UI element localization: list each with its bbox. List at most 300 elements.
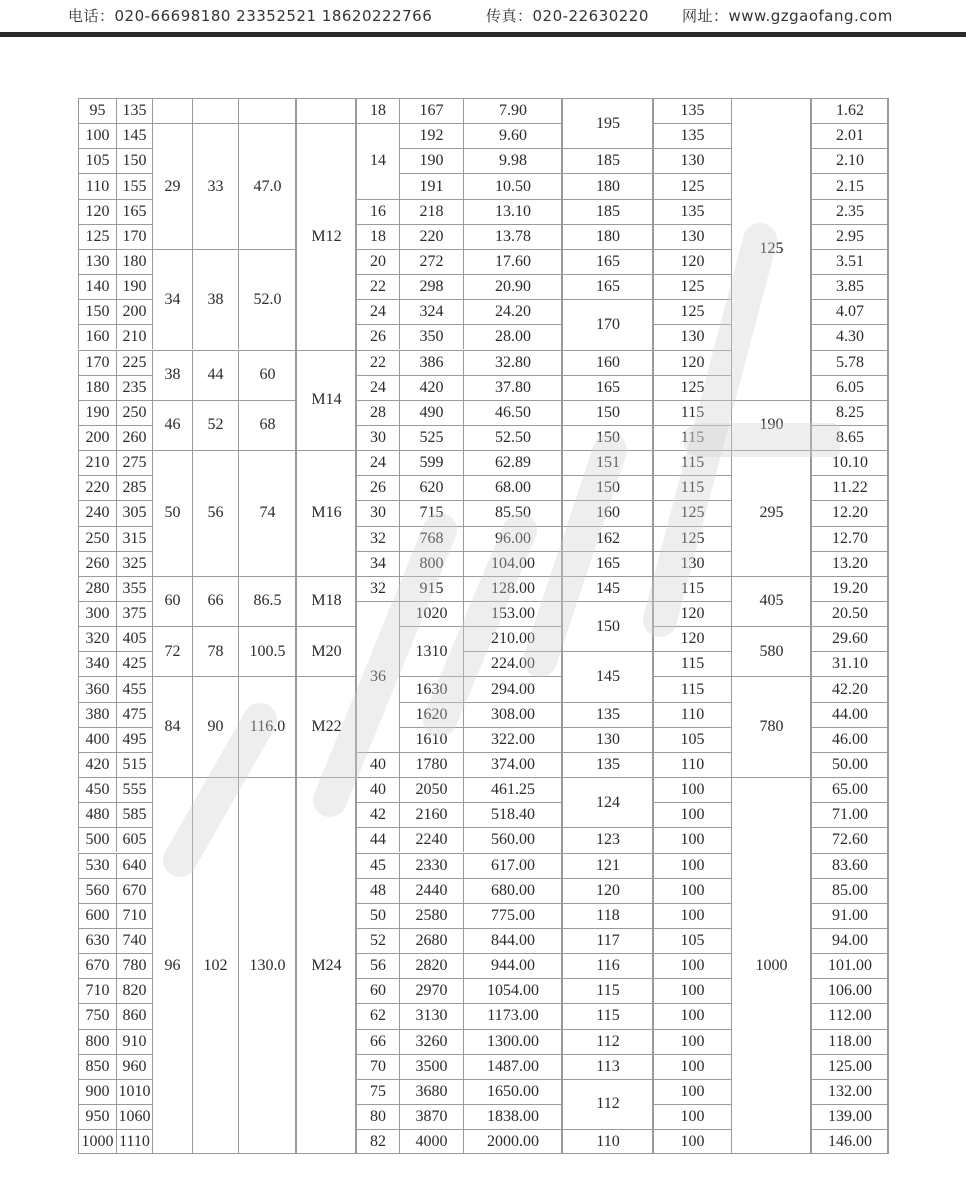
table-cell-dim-b: 130 bbox=[653, 148, 731, 173]
table-cell-area: 71.00 bbox=[811, 802, 888, 827]
table-cell-weight: 461.25 bbox=[463, 777, 562, 802]
table-cell-weight: 308.00 bbox=[463, 702, 562, 727]
table-cell-mass-a: 800 bbox=[399, 551, 463, 576]
table-cell-area: 139.00 bbox=[811, 1104, 888, 1129]
table-cell-dim-b: 125 bbox=[653, 375, 731, 400]
table-cell-mass-a: 2440 bbox=[399, 878, 463, 903]
table-cell-d-outer: 1060 bbox=[116, 1104, 152, 1129]
table-cell-area: 20.50 bbox=[811, 601, 888, 626]
table-cell-dim-a: 130 bbox=[562, 727, 653, 752]
table-cell-dn: 180 bbox=[78, 375, 116, 400]
table-cell-dim-a: 160 bbox=[562, 350, 653, 375]
table-cell-hole-count: 40 bbox=[356, 752, 399, 777]
table-cell-bolt-circle-a: 84 bbox=[152, 676, 192, 777]
table-cell-bolt-circle-a: 50 bbox=[152, 450, 192, 576]
table-cell-mass-a: 620 bbox=[399, 475, 463, 500]
table-cell-dn: 240 bbox=[78, 500, 116, 525]
table-cell-hole-count: 32 bbox=[356, 576, 399, 601]
table-cell-bolt-circle-b: 38 bbox=[192, 249, 238, 350]
table-cell-dim-a: 150 bbox=[562, 400, 653, 425]
table-cell-mass-a: 2050 bbox=[399, 777, 463, 802]
table-cell-dim-a: 150 bbox=[562, 601, 653, 651]
table-cell-hole-count: 22 bbox=[356, 350, 399, 375]
table-cell-mass-a: 3260 bbox=[399, 1029, 463, 1054]
table-cell-hole-count: 30 bbox=[356, 425, 399, 450]
table-cell-area: 2.35 bbox=[811, 199, 888, 224]
table-cell-dim-b: 100 bbox=[653, 827, 731, 852]
table-cell-d-outer: 1110 bbox=[116, 1129, 152, 1154]
table-cell-dn: 800 bbox=[78, 1029, 116, 1054]
table-cell-d-outer: 860 bbox=[116, 1003, 152, 1028]
table-cell-area: 112.00 bbox=[811, 1003, 888, 1028]
table-cell-dim-b: 115 bbox=[653, 576, 731, 601]
table-cell-dim-b: 100 bbox=[653, 978, 731, 1003]
header-divider bbox=[0, 32, 966, 37]
table-cell-d-outer: 260 bbox=[116, 425, 152, 450]
table-cell-dim-a: 115 bbox=[562, 978, 653, 1003]
table-cell-dim-b: 115 bbox=[653, 425, 731, 450]
table-cell-dim-b: 110 bbox=[653, 702, 731, 727]
table-cell-d-outer: 375 bbox=[116, 601, 152, 626]
fax-label: 传真： bbox=[486, 7, 533, 25]
table-cell-dn: 530 bbox=[78, 853, 116, 878]
table-cell-weight: 104.00 bbox=[463, 551, 562, 576]
table-cell-dn: 380 bbox=[78, 702, 116, 727]
table-cell-mass-a: 915 bbox=[399, 576, 463, 601]
table-cell-dn: 125 bbox=[78, 224, 116, 249]
table-cell-d-outer: 640 bbox=[116, 853, 152, 878]
website-label: 网址： bbox=[682, 7, 729, 25]
table-cell-hole-count: 40 bbox=[356, 777, 399, 802]
table-cell-dn: 110 bbox=[78, 173, 116, 198]
table-cell-bolt-circle-a bbox=[152, 98, 192, 123]
table-cell-mass-a: 1620 bbox=[399, 702, 463, 727]
table-cell-area: 10.10 bbox=[811, 450, 888, 475]
table-cell-thickness: 60 bbox=[238, 350, 296, 400]
table-cell-dim-a: 112 bbox=[562, 1029, 653, 1054]
table-cell-area: 8.25 bbox=[811, 400, 888, 425]
table-cell-hole-count: 32 bbox=[356, 526, 399, 551]
table-cell-area: 101.00 bbox=[811, 953, 888, 978]
table-cell-dn: 900 bbox=[78, 1079, 116, 1104]
table-cell-dim-b: 100 bbox=[653, 853, 731, 878]
table-cell-area: 85.00 bbox=[811, 878, 888, 903]
table-cell-area: 11.22 bbox=[811, 475, 888, 500]
table-cell-area: 42.20 bbox=[811, 676, 888, 701]
table-cell-d-outer: 405 bbox=[116, 626, 152, 651]
table-cell-dim-a: 195 bbox=[562, 98, 653, 148]
table-cell-thickness: 74 bbox=[238, 450, 296, 576]
table-cell-weight: 9.98 bbox=[463, 148, 562, 173]
table-cell-thickness: 100.5 bbox=[238, 626, 296, 676]
table-cell-hole-count: 62 bbox=[356, 1003, 399, 1028]
table-cell-area: 46.00 bbox=[811, 727, 888, 752]
table-cell-dim-b: 100 bbox=[653, 777, 731, 802]
table-cell-d-outer: 275 bbox=[116, 450, 152, 475]
table-cell-d-outer: 455 bbox=[116, 676, 152, 701]
table-cell-d-outer: 780 bbox=[116, 953, 152, 978]
table-cell-weight: 1487.00 bbox=[463, 1054, 562, 1079]
table-cell-d-outer: 555 bbox=[116, 777, 152, 802]
table-cell-bolt-circle-b: 56 bbox=[192, 450, 238, 576]
table-cell-hole-count: 42 bbox=[356, 802, 399, 827]
table-cell-weight: 96.00 bbox=[463, 526, 562, 551]
table-cell-dim-b: 100 bbox=[653, 903, 731, 928]
table-cell-mass-a: 3680 bbox=[399, 1079, 463, 1104]
table-cell-d-outer: 710 bbox=[116, 903, 152, 928]
table-cell-dn: 120 bbox=[78, 199, 116, 224]
table-cell-dim-a: 120 bbox=[562, 878, 653, 903]
table-cell-dim-a: 165 bbox=[562, 274, 653, 299]
table-cell-bolt-circle-b: 102 bbox=[192, 777, 238, 1154]
table-cell-thickness: 52.0 bbox=[238, 249, 296, 350]
table-cell-mass-a: 420 bbox=[399, 375, 463, 400]
table-cell-dim-a: 145 bbox=[562, 576, 653, 601]
table-cell-bolt-size: M24 bbox=[296, 777, 356, 1154]
table-cell-area: 2.10 bbox=[811, 148, 888, 173]
table-cell-height: 1000 bbox=[731, 777, 811, 1154]
table-cell-mass-a: 3130 bbox=[399, 1003, 463, 1028]
table-cell-weight: 28.00 bbox=[463, 324, 562, 349]
table-cell-mass-a: 2240 bbox=[399, 827, 463, 852]
table-cell-d-outer: 960 bbox=[116, 1054, 152, 1079]
table-cell-dn: 190 bbox=[78, 400, 116, 425]
table-cell-area: 83.60 bbox=[811, 853, 888, 878]
table-cell-dim-a: 124 bbox=[562, 777, 653, 827]
table-cell-dim-a: 113 bbox=[562, 1054, 653, 1079]
table-cell-d-outer: 145 bbox=[116, 123, 152, 148]
table-cell-weight: 1054.00 bbox=[463, 978, 562, 1003]
table-cell-area: 125.00 bbox=[811, 1054, 888, 1079]
table-cell-dim-b: 105 bbox=[653, 727, 731, 752]
table-cell-dn: 710 bbox=[78, 978, 116, 1003]
table-cell-d-outer: 515 bbox=[116, 752, 152, 777]
table-cell-dim-b: 125 bbox=[653, 173, 731, 198]
table-cell-area: 2.95 bbox=[811, 224, 888, 249]
table-cell-hole-count: 24 bbox=[356, 375, 399, 400]
table-cell-weight: 24.20 bbox=[463, 299, 562, 324]
table-cell-dn: 450 bbox=[78, 777, 116, 802]
table-cell-dim-a: 160 bbox=[562, 500, 653, 525]
table-cell-dn: 850 bbox=[78, 1054, 116, 1079]
table-cell-bolt-circle-b: 52 bbox=[192, 400, 238, 450]
table-cell-area: 118.00 bbox=[811, 1029, 888, 1054]
table-cell-bolt-circle-a: 34 bbox=[152, 249, 192, 350]
table-cell-dim-a: 185 bbox=[562, 199, 653, 224]
table-cell-dim-a: 150 bbox=[562, 425, 653, 450]
table-cell-d-outer: 170 bbox=[116, 224, 152, 249]
table-cell-dim-b: 115 bbox=[653, 475, 731, 500]
table-cell-dn: 160 bbox=[78, 324, 116, 349]
table-cell-dn: 950 bbox=[78, 1104, 116, 1129]
table-cell-dim-b: 115 bbox=[653, 450, 731, 475]
table-cell-dn: 100 bbox=[78, 123, 116, 148]
table-cell-dn: 600 bbox=[78, 903, 116, 928]
table-cell-d-outer: 155 bbox=[116, 173, 152, 198]
table-cell-thickness bbox=[238, 98, 296, 123]
table-cell-dim-b: 100 bbox=[653, 1104, 731, 1129]
table-cell-dim-a: 117 bbox=[562, 928, 653, 953]
table-cell-d-outer: 165 bbox=[116, 199, 152, 224]
table-cell-thickness: 130.0 bbox=[238, 777, 296, 1154]
table-cell-weight: 46.50 bbox=[463, 400, 562, 425]
table-cell-area: 1.62 bbox=[811, 98, 888, 123]
table-cell-dn: 400 bbox=[78, 727, 116, 752]
table-cell-dim-b: 120 bbox=[653, 350, 731, 375]
table-cell-dn: 170 bbox=[78, 350, 116, 375]
table-cell-dim-b: 120 bbox=[653, 626, 731, 651]
table-cell-dim-b: 105 bbox=[653, 928, 731, 953]
table-cell-hole-count: 44 bbox=[356, 827, 399, 852]
table-cell-weight: 322.00 bbox=[463, 727, 562, 752]
table-cell-d-outer: 190 bbox=[116, 274, 152, 299]
table-cell-area: 8.65 bbox=[811, 425, 888, 450]
table-cell-hole-count: 30 bbox=[356, 500, 399, 525]
table-cell-dim-b: 100 bbox=[653, 1079, 731, 1104]
table-cell-d-outer: 740 bbox=[116, 928, 152, 953]
table-cell-area: 146.00 bbox=[811, 1129, 888, 1154]
table-cell-hole-count: 45 bbox=[356, 853, 399, 878]
table-cell-mass-a: 220 bbox=[399, 224, 463, 249]
table-cell-weight: 560.00 bbox=[463, 827, 562, 852]
table-cell-area: 2.15 bbox=[811, 173, 888, 198]
table-cell-weight: 617.00 bbox=[463, 853, 562, 878]
table-cell-dim-b: 135 bbox=[653, 199, 731, 224]
table-cell-mass-a: 525 bbox=[399, 425, 463, 450]
table-cell-hole-count: 26 bbox=[356, 475, 399, 500]
table-cell-d-outer: 910 bbox=[116, 1029, 152, 1054]
table-cell-d-outer: 135 bbox=[116, 98, 152, 123]
table-cell-bolt-size: M22 bbox=[296, 676, 356, 777]
table-cell-dn: 260 bbox=[78, 551, 116, 576]
table-cell-mass-a: 167 bbox=[399, 98, 463, 123]
table-cell-hole-count: 66 bbox=[356, 1029, 399, 1054]
table-cell-mass-a: 2160 bbox=[399, 802, 463, 827]
table-cell-height: 295 bbox=[731, 450, 811, 576]
table-cell-hole-count: 50 bbox=[356, 903, 399, 928]
table-cell-mass-a: 4000 bbox=[399, 1129, 463, 1154]
table-cell-bolt-circle-a: 38 bbox=[152, 350, 192, 400]
table-cell-dim-b: 130 bbox=[653, 324, 731, 349]
phone-numbers: 020-66698180 23352521 18620222766 bbox=[114, 7, 433, 25]
table-cell-hole-count: 70 bbox=[356, 1054, 399, 1079]
table-cell-d-outer: 305 bbox=[116, 500, 152, 525]
table-cell-dim-a: 121 bbox=[562, 853, 653, 878]
table-cell-dim-b: 115 bbox=[653, 651, 731, 676]
table-cell-mass-a: 1020 bbox=[399, 601, 463, 626]
table-cell-weight: 1173.00 bbox=[463, 1003, 562, 1028]
table-cell-mass-a: 1630 bbox=[399, 676, 463, 701]
table-cell-area: 106.00 bbox=[811, 978, 888, 1003]
table-cell-dim-b: 135 bbox=[653, 98, 731, 123]
table-cell-mass-a: 768 bbox=[399, 526, 463, 551]
table-cell-dn: 750 bbox=[78, 1003, 116, 1028]
table-cell-hole-count: 60 bbox=[356, 978, 399, 1003]
table-cell-area: 5.78 bbox=[811, 350, 888, 375]
table-cell-hole-count: 24 bbox=[356, 299, 399, 324]
table-cell-dn: 500 bbox=[78, 827, 116, 852]
table-cell-hole-count: 18 bbox=[356, 224, 399, 249]
table-cell-height: 190 bbox=[731, 400, 811, 450]
table-cell-thickness: 68 bbox=[238, 400, 296, 450]
table-cell-dim-a: 162 bbox=[562, 526, 653, 551]
table-cell-weight: 13.10 bbox=[463, 199, 562, 224]
table-cell-d-outer: 325 bbox=[116, 551, 152, 576]
table-cell-hole-count: 24 bbox=[356, 450, 399, 475]
table-cell-height: 405 bbox=[731, 576, 811, 626]
table-cell-dim-b: 100 bbox=[653, 1129, 731, 1154]
table-cell-weight: 85.50 bbox=[463, 500, 562, 525]
table-cell-dim-a: 135 bbox=[562, 752, 653, 777]
table-cell-weight: 210.00 bbox=[463, 626, 562, 651]
table-cell-dim-b: 100 bbox=[653, 953, 731, 978]
table-cell-dn: 140 bbox=[78, 274, 116, 299]
table-cell-weight: 20.90 bbox=[463, 274, 562, 299]
fax-line bbox=[486, 5, 649, 26]
table-cell-dim-b: 100 bbox=[653, 1054, 731, 1079]
table-cell-area: 6.05 bbox=[811, 375, 888, 400]
table-cell-hole-count: 34 bbox=[356, 551, 399, 576]
table-cell-hole-count: 56 bbox=[356, 953, 399, 978]
table-cell-weight: 1300.00 bbox=[463, 1029, 562, 1054]
table-cell-hole-count: 82 bbox=[356, 1129, 399, 1154]
table-cell-mass-a: 1610 bbox=[399, 727, 463, 752]
table-cell-d-outer: 285 bbox=[116, 475, 152, 500]
table-cell-dn: 220 bbox=[78, 475, 116, 500]
table-cell-area: 132.00 bbox=[811, 1079, 888, 1104]
table-cell-dim-a: 135 bbox=[562, 702, 653, 727]
table-cell-mass-a: 190 bbox=[399, 148, 463, 173]
table-cell-hole-count: 80 bbox=[356, 1104, 399, 1129]
table-cell-dim-a: 170 bbox=[562, 299, 653, 349]
website-url[interactable]: www.gzgaofang.com bbox=[728, 7, 893, 25]
table-cell-d-outer: 180 bbox=[116, 249, 152, 274]
table-cell-bolt-circle-b: 44 bbox=[192, 350, 238, 400]
table-cell-weight: 294.00 bbox=[463, 676, 562, 701]
table-cell-hole-count: 26 bbox=[356, 324, 399, 349]
table-cell-area: 13.20 bbox=[811, 551, 888, 576]
table-cell-dim-b: 100 bbox=[653, 802, 731, 827]
table-cell-dim-b: 130 bbox=[653, 224, 731, 249]
table-cell-area: 72.60 bbox=[811, 827, 888, 852]
table-cell-dn: 280 bbox=[78, 576, 116, 601]
table-cell-dn: 250 bbox=[78, 526, 116, 551]
table-cell-d-outer: 585 bbox=[116, 802, 152, 827]
table-cell-dim-b: 100 bbox=[653, 1003, 731, 1028]
table-cell-bolt-circle-b bbox=[192, 98, 238, 123]
table-cell-mass-a: 599 bbox=[399, 450, 463, 475]
table-cell-d-outer: 495 bbox=[116, 727, 152, 752]
table-cell-d-outer: 150 bbox=[116, 148, 152, 173]
table-cell-dn: 630 bbox=[78, 928, 116, 953]
website-line bbox=[682, 5, 893, 26]
table-cell-weight: 32.80 bbox=[463, 350, 562, 375]
table-cell-hole-count: 52 bbox=[356, 928, 399, 953]
table-cell-bolt-size bbox=[296, 98, 356, 123]
table-cell-weight: 153.00 bbox=[463, 601, 562, 626]
table-cell-bolt-circle-a: 46 bbox=[152, 400, 192, 450]
table-cell-hole-count: 28 bbox=[356, 400, 399, 425]
table-cell-dn: 340 bbox=[78, 651, 116, 676]
table-cell-dim-b: 135 bbox=[653, 123, 731, 148]
table-cell-dim-a: 165 bbox=[562, 249, 653, 274]
table-cell-dim-a: 180 bbox=[562, 173, 653, 198]
table-cell-dim-a: 185 bbox=[562, 148, 653, 173]
table-cell-dn: 670 bbox=[78, 953, 116, 978]
table-cell-bolt-size: M12 bbox=[296, 123, 356, 349]
table-cell-dn: 95 bbox=[78, 98, 116, 123]
table-cell-dim-a: 116 bbox=[562, 953, 653, 978]
table-cell-bolt-circle-a: 96 bbox=[152, 777, 192, 1154]
table-cell-dim-a: 110 bbox=[562, 1129, 653, 1154]
table-cell-height: 580 bbox=[731, 626, 811, 676]
table-cell-dim-b: 115 bbox=[653, 676, 731, 701]
table-cell-thickness: 86.5 bbox=[238, 576, 296, 626]
table-cell-dim-a: 112 bbox=[562, 1079, 653, 1129]
table-cell-d-outer: 225 bbox=[116, 350, 152, 375]
table-cell-dim-b: 120 bbox=[653, 249, 731, 274]
table-cell-mass-a: 1310 bbox=[399, 626, 463, 676]
table-cell-dim-a: 165 bbox=[562, 551, 653, 576]
table-cell-hole-count: 36 bbox=[356, 601, 399, 752]
table-cell-dim-b: 130 bbox=[653, 551, 731, 576]
table-cell-weight: 374.00 bbox=[463, 752, 562, 777]
table-cell-d-outer: 355 bbox=[116, 576, 152, 601]
table-cell-weight: 2000.00 bbox=[463, 1129, 562, 1154]
table-cell-dn: 360 bbox=[78, 676, 116, 701]
table-cell-dim-a: 151 bbox=[562, 450, 653, 475]
table-cell-weight: 62.89 bbox=[463, 450, 562, 475]
table-cell-area: 65.00 bbox=[811, 777, 888, 802]
table-cell-d-outer: 820 bbox=[116, 978, 152, 1003]
table-cell-dn: 560 bbox=[78, 878, 116, 903]
table-cell-dim-b: 100 bbox=[653, 878, 731, 903]
table-cell-mass-a: 272 bbox=[399, 249, 463, 274]
table-cell-dn: 210 bbox=[78, 450, 116, 475]
table-cell-area: 29.60 bbox=[811, 626, 888, 651]
table-cell-area: 91.00 bbox=[811, 903, 888, 928]
phone-line bbox=[68, 5, 432, 26]
table-cell-mass-a: 3500 bbox=[399, 1054, 463, 1079]
table-cell-bolt-size: M18 bbox=[296, 576, 356, 626]
table-cell-mass-a: 715 bbox=[399, 500, 463, 525]
table-cell-thickness: 116.0 bbox=[238, 676, 296, 777]
table-cell-weight: 17.60 bbox=[463, 249, 562, 274]
table-cell-bolt-circle-b: 66 bbox=[192, 576, 238, 626]
table-cell-mass-a: 350 bbox=[399, 324, 463, 349]
table-cell-height: 125 bbox=[731, 98, 811, 400]
table-cell-d-outer: 425 bbox=[116, 651, 152, 676]
table-cell-area: 2.01 bbox=[811, 123, 888, 148]
table-cell-weight: 13.78 bbox=[463, 224, 562, 249]
table-cell-dim-a: 165 bbox=[562, 375, 653, 400]
table-cell-mass-a: 298 bbox=[399, 274, 463, 299]
table-cell-weight: 1838.00 bbox=[463, 1104, 562, 1129]
table-cell-dim-b: 120 bbox=[653, 601, 731, 626]
table-cell-mass-a: 2580 bbox=[399, 903, 463, 928]
table-cell-d-outer: 605 bbox=[116, 827, 152, 852]
table-cell-area: 4.07 bbox=[811, 299, 888, 324]
table-cell-mass-a: 2820 bbox=[399, 953, 463, 978]
table-cell-d-outer: 1010 bbox=[116, 1079, 152, 1104]
table-cell-weight: 775.00 bbox=[463, 903, 562, 928]
table-cell-mass-a: 2680 bbox=[399, 928, 463, 953]
table-cell-mass-a: 218 bbox=[399, 199, 463, 224]
table-cell-weight: 7.90 bbox=[463, 98, 562, 123]
table-cell-dn: 150 bbox=[78, 299, 116, 324]
table-cell-bolt-size: M14 bbox=[296, 350, 356, 451]
table-cell-weight: 68.00 bbox=[463, 475, 562, 500]
